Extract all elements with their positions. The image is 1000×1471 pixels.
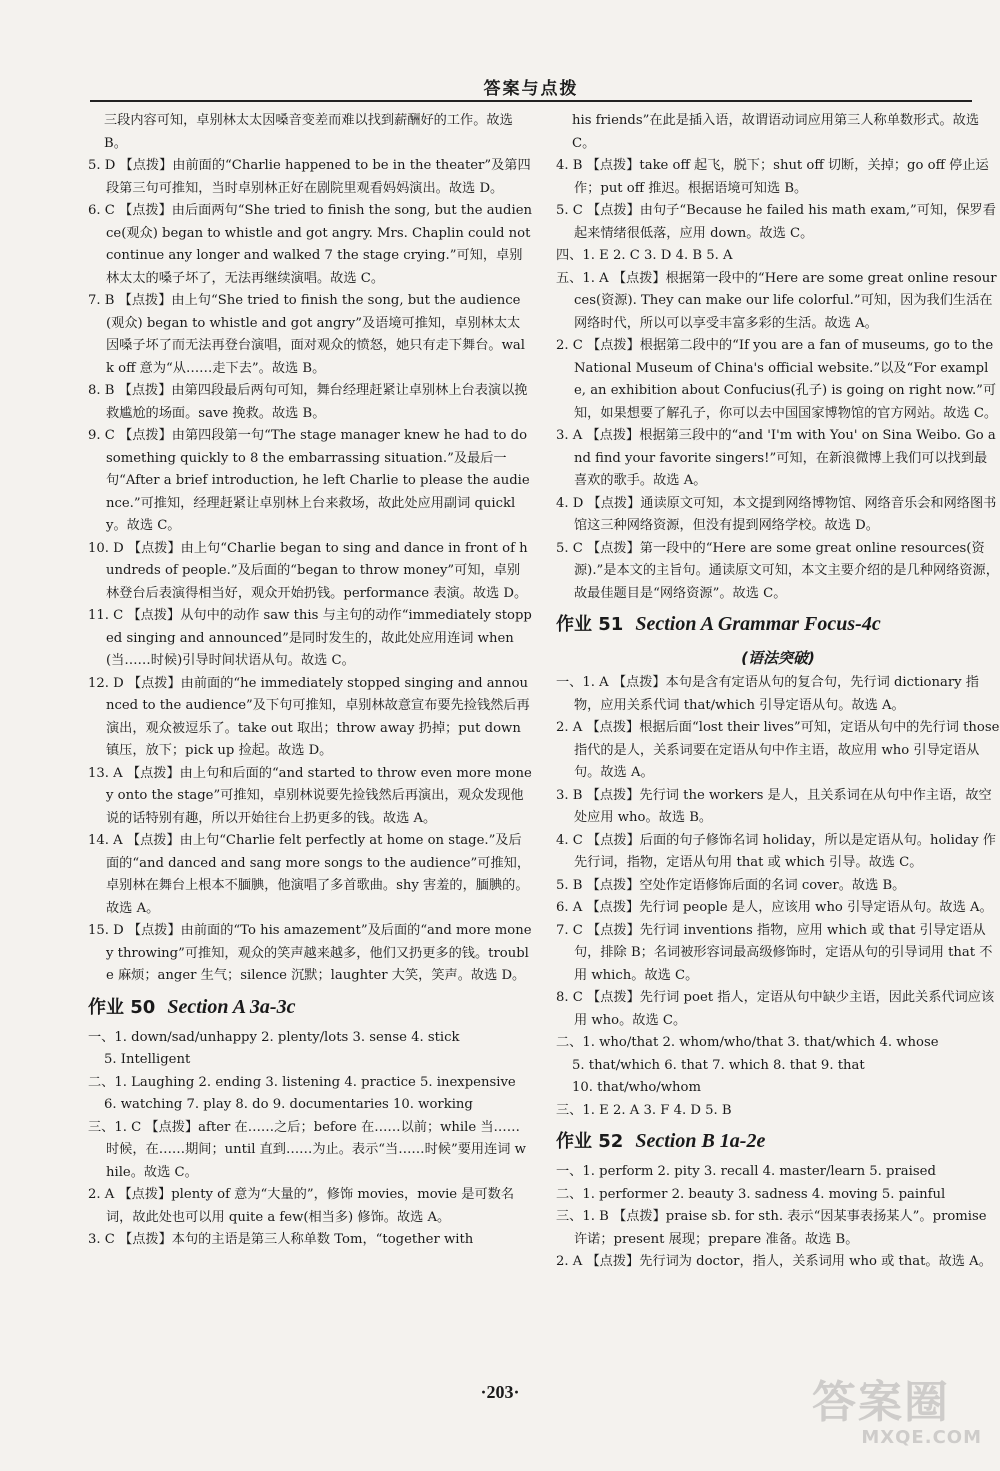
answer-entry: 2. A 【点拨】根据后面“lost their lives”可知，定语从句中的先行词 those 指代的是人，关系词要在定语从句中作主语，故应用 who 引导定语从句。故选 A。: [556, 720, 1000, 780]
section-52-prefix: 作业 52: [556, 1131, 624, 1152]
answer-entry: 12. D 【点拨】由前面的“he immediately stopped singing and announced to the audience”及下句可推知，卓别林故意宣布要先捡钱然后再演出，观众被逗乐了。take out 取出；throw away 扔掉；put down 镇压，放下；pick up 捡起。故选 D。: [88, 675, 530, 758]
answer-entry: 三、1. C 【点拨】after 在……之后；before 在……以前；while 当……时候，在……期间；until 直到……为止。表示“当……时候”要用连词 while。故选 C。: [88, 1119, 526, 1180]
answer-entry: 5. D 【点拨】由前面的“Charlie happened to be in the theater”及第四段第三句可推知，当时卓别林正好在剧院里观看妈妈演出。故选 D。: [88, 158, 531, 196]
answer-entry: 二、1. Laughing 2. ending 3. listening 4. practice 5. inexpensive: [88, 1074, 516, 1090]
answer-entry: 2. A 【点拨】先行词为 doctor，指人，关系词用 who 或 that。故选 A。: [556, 1254, 992, 1269]
answer-entry: 6. watching 7. play 8. do 9. documentaries 10. working: [104, 1097, 473, 1112]
section-51-subtitle: (语法突破): [741, 649, 815, 667]
answer-entry: 2. A 【点拨】plenty of 意为“大量的”，修饰 movies，movie 是可数名词，故此处也可以用 quite a few(相当多) 修饰。故选 A。: [88, 1187, 515, 1225]
answer-entry: 2. C 【点拨】根据第二段中的“If you are a fan of museums, go to the National Museum of China's official website.”以及“For example, an exhibition about Confucius(孔子) is going on right now.”可知，如果想要了解孔子，你可以去中国国家博物馆的官方网站。故选 C。: [556, 338, 998, 421]
section-50-heading: [88, 990, 532, 1025]
watermark-logo: [812, 1379, 982, 1459]
answer-entry: 一、1. A 【点拨】本句是含有定语从句的复合句，先行词 dictionary 指物，应用关系代词 that/which 引导定语从句。故选 A。: [556, 675, 979, 713]
section-52-heading: [556, 1124, 1000, 1159]
watermark-url: MXQE.COM: [861, 1427, 982, 1448]
answer-entry: 5. Intelligent: [104, 1052, 191, 1067]
answer-entry: 三、1. E 2. A 3. F 4. D 5. B: [556, 1102, 732, 1118]
section-50-title: Section A 3a-3c: [167, 995, 296, 1018]
page-header: 答案与点拨: [90, 74, 972, 102]
watermark-text: 答案圈: [812, 1377, 950, 1428]
page-number: ·203·: [480, 1382, 520, 1402]
section-50-answers: [88, 1027, 532, 1252]
left-answer-list: [88, 110, 532, 988]
answer-entry: 10. D 【点拨】由上句“Charlie began to sing and dance in front of hundreds of people.”及后面的“began to throw money”可知，卓别林登台后表演得相当好，观众开始扔钱。performance 表演。故选 D。: [88, 540, 528, 601]
section-52-title: Section B 1a-2e: [635, 1130, 766, 1152]
answer-entry: 4. B 【点拨】take off 起飞，脱下；shut off 切断，关掉；go off 停止运作；put off 推迟。根据语境可知选 B。: [556, 158, 989, 196]
section-51-title: Section A Grammar Focus-4c: [635, 613, 881, 635]
answer-entry: 7. B 【点拨】由上句“She tried to finish the song, but the audience(观众) began to whistle and got angry”及语境可推知，卓别林太太因嗓子坏了而无法再登台演唱，面对观众的愤怒，她只有走下舞台。walk off 意为“从……走下去”。故选 B。: [88, 293, 525, 376]
answer-entry: 7. C 【点拨】先行词 inventions 指物，应用 which 或 that 引导定语从句，排除 B；名词被形容词最高级修饰时，定语从句的引导词用 that 不用 which。故选 C。: [556, 922, 993, 983]
answer-entry: 15. D 【点拨】由前面的“To his amazement”及后面的“and more money throwing”可推知，观众的笑声越来越多，他们又扔更多的钱。trouble 麻烦；anger 生气；silence 沉默；laughter 大笑，笑声。故选 D。: [88, 923, 532, 983]
right-column: [556, 110, 1000, 1274]
answer-entry: 二、1. performer 2. beauty 3. sadness 4. moving 5. painful: [556, 1186, 946, 1202]
left-column: [88, 110, 532, 1252]
answer-entry: 二、1. who/that 2. whom/who/that 3. that/which 4. whose: [556, 1035, 939, 1050]
answer-entry: 3. C 【点拨】本句的主语是第三人称单数 Tom，“together with: [88, 1232, 474, 1247]
answer-entry: 4. D 【点拨】通读原文可知，本文提到网络博物馆、网络音乐会和网络图书馆这三种网络资源，但没有提到网络学校。故选 D。: [556, 495, 997, 533]
section-51-prefix: 作业 51: [556, 614, 624, 635]
answer-entry: 9. C 【点拨】由第四段第一句“The stage manager knew he had to do something quickly to 8 the embarrassing situation.”及最后一句“After a brief introduction, he left Charlie to please the audience.”可推知，经理赶紧让卓别林上台来救场，故此处应用副词 quickly。故选 C。: [88, 428, 530, 533]
answer-entry: 四、1. E 2. C 3. D 4. B 5. A: [556, 248, 733, 263]
answer-entry: 14. A 【点拨】由上句“Charlie felt perfectly at home on stage.”及后面的“and danced and sang more songs to the audience”可推知，卓别林在舞台上根本不腼腆，他演唱了多首歌曲。shy 害羞的，腼腆的。故选 A。: [88, 833, 531, 916]
section-50-prefix: 作业 50: [88, 996, 156, 1018]
answer-entry: 一、1. down/sad/unhappy 2. plenty/lots 3. sense 4. stick: [88, 1029, 460, 1045]
answer-entry: 10. that/who/whom: [572, 1080, 701, 1095]
answer-entry: 一、1. perform 2. pity 3. recall 4. master/learn 5. praised: [556, 1164, 936, 1179]
answer-entry: 6. A 【点拨】先行词 people 是人，应该用 who 引导定语从句。故选 A。: [556, 900, 993, 915]
answer-entry: 8. C 【点拨】先行词 poet 指人，定语从句中缺少主语，因此关系代词应该用 who。故选 C。: [556, 990, 995, 1028]
answer-entry: 11. C 【点拨】从句中的动作 saw this 与主句的动作“immediately stopped singing and announced”是同时发生的，故此处应用连词 when(当……时候)引导时间状语从句。故选 C。: [88, 608, 532, 668]
section-51-heading: [556, 607, 1000, 642]
section-52-answers: [556, 1161, 1000, 1274]
answer-entry: 5. C 【点拨】由句子“Because he failed his math exam,”可知，保罗看起来情绪很低落，应用 down。故选 C。: [556, 203, 996, 241]
answer-entry: 6. C 【点拨】由后面两句“She tried to finish the song, but the audience(观众) began to whistle and got angry. Mrs. Chaplin could not continue any longer and walked 7 the stage crying.”可知，卓别林太太的嗓子坏了，无法再继续演唱。故选 C。: [88, 203, 533, 286]
answer-entry: 五、1. A 【点拨】根据第一段中的“Here are some great online resources(资源). They can make our life colorful.”可知，因为我们生活在网络时代，所以可以享受丰富多彩的生活。故选 A。: [556, 270, 997, 331]
answer-entry: 5. B 【点拨】空处作定语修饰后面的名词 cover。故选 B。: [556, 877, 906, 893]
answer-entry: 三段内容可知，卓别林太太因嗓音变差而难以找到薪酬好的工作。故选 B。: [104, 113, 513, 151]
answer-entry: his friends”在此是插入语，故谓语动词应用第三人称单数形式。故选 C。: [572, 113, 980, 151]
answer-entry: 8. B 【点拨】由第四段最后两句可知，舞台经理赶紧让卓别林上台表演以挽救尴尬的场面。save 挽救。故选 B。: [88, 383, 528, 421]
section-51-answers: [556, 672, 1000, 1122]
answer-entry: 5. that/which 6. that 7. which 8. that 9. that: [572, 1057, 865, 1073]
answer-entry: 13. A 【点拨】由上句和后面的“and started to throw even more money onto the stage”可推知，卓别林说要先捡钱然后再演出，观众发现他说的话特别有趣，所以开始往台上扔更多的钱。故选 A。: [88, 765, 532, 826]
right-answer-list: [556, 110, 1000, 605]
answer-entry: 三、1. B 【点拨】praise sb. for sth. 表示“因某事表扬某人”。promise 许诺；present 展现；prepare 准备。故选 B。: [556, 1209, 987, 1247]
answer-entry: 4. C 【点拨】后面的句子修饰名词 holiday，所以是定语从句。holiday 作先行词，指物，定语从句用 that 或 which 引导。故选 C。: [556, 832, 996, 870]
answer-entry: 5. C 【点拨】第一段中的“Here are some great online resources(资源).”是本文的主旨句。通读原文可知，本文主要介绍的是几种网络资源，故最佳题目是“网络资源”。故选 C。: [556, 540, 999, 601]
answer-entry: 3. A 【点拨】根据第三段中的“and 'I'm with You' on Sina Weibo. Go and find your favorite singers!”可知，在新浪微博上我们可以找到最喜欢的歌手。故选 A。: [556, 428, 996, 488]
answer-entry: 3. B 【点拨】先行词 the workers 是人，且关系词在从句中作主语，故空处应用 who。故选 B。: [556, 787, 992, 825]
